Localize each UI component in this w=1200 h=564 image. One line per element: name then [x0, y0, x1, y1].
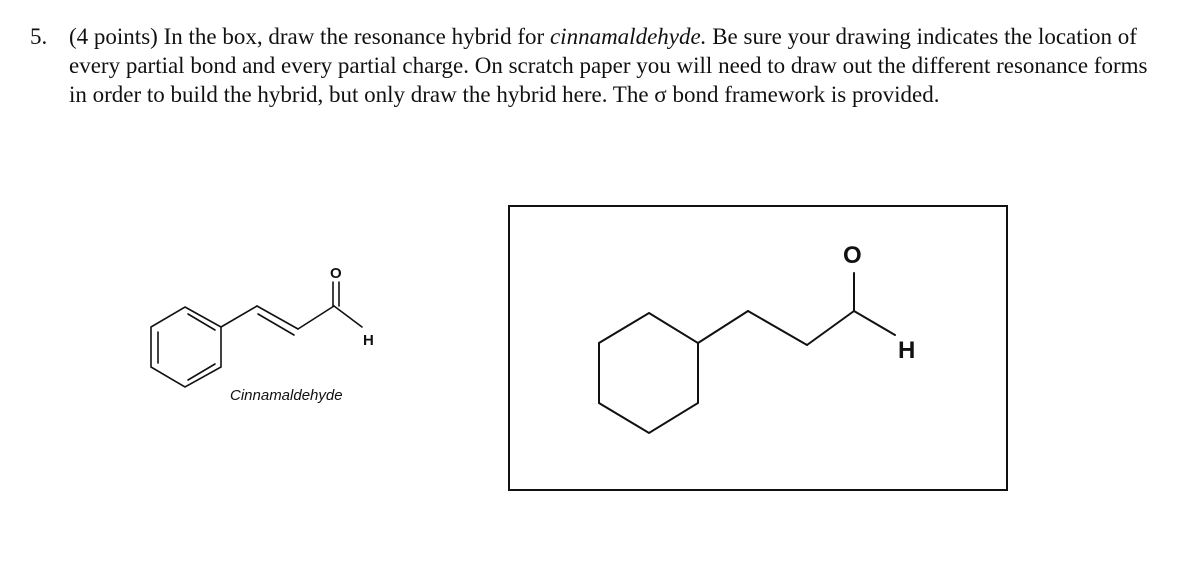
- aldehyde-ch-bond: [334, 306, 362, 327]
- aldehyde-ch-bond: [854, 311, 895, 335]
- benzene-ring: [151, 307, 221, 387]
- sigma-framework: [510, 207, 1006, 489]
- question-text-before: In the box, draw the resonance hybrid for: [163, 24, 545, 49]
- question-text-after: Be sure your drawing indicates the location of every partial bond and every partial charge. On scratch paper you will need to draw out the different resonance forms in order to build the hybrid, but only draw the hybrid here. The σ bond framework is provided.: [69, 24, 1148, 107]
- question-text: [69, 22, 1150, 109]
- hydrogen-label: H: [363, 332, 374, 349]
- hydrogen-label: H: [898, 337, 916, 364]
- question-number: 5.: [30, 24, 48, 49]
- oxygen-label: O: [330, 265, 342, 282]
- ring-to-alkene-bond: [221, 306, 257, 327]
- chain-bond: [748, 311, 807, 345]
- answer-box[interactable]: [508, 205, 1008, 491]
- six-membered-ring: [599, 313, 698, 433]
- molecule-name: cinnamaldehyde.: [549, 24, 707, 49]
- ring-to-chain-bond: [698, 311, 748, 343]
- alkene-to-carbonyl-bond: [298, 306, 334, 329]
- chain-bond: [807, 311, 854, 345]
- oxygen-label: O: [843, 242, 862, 269]
- question-points: (4 points): [69, 24, 158, 49]
- reference-caption: Cinnamaldehyde: [230, 387, 343, 404]
- question-prompt: [30, 22, 1150, 109]
